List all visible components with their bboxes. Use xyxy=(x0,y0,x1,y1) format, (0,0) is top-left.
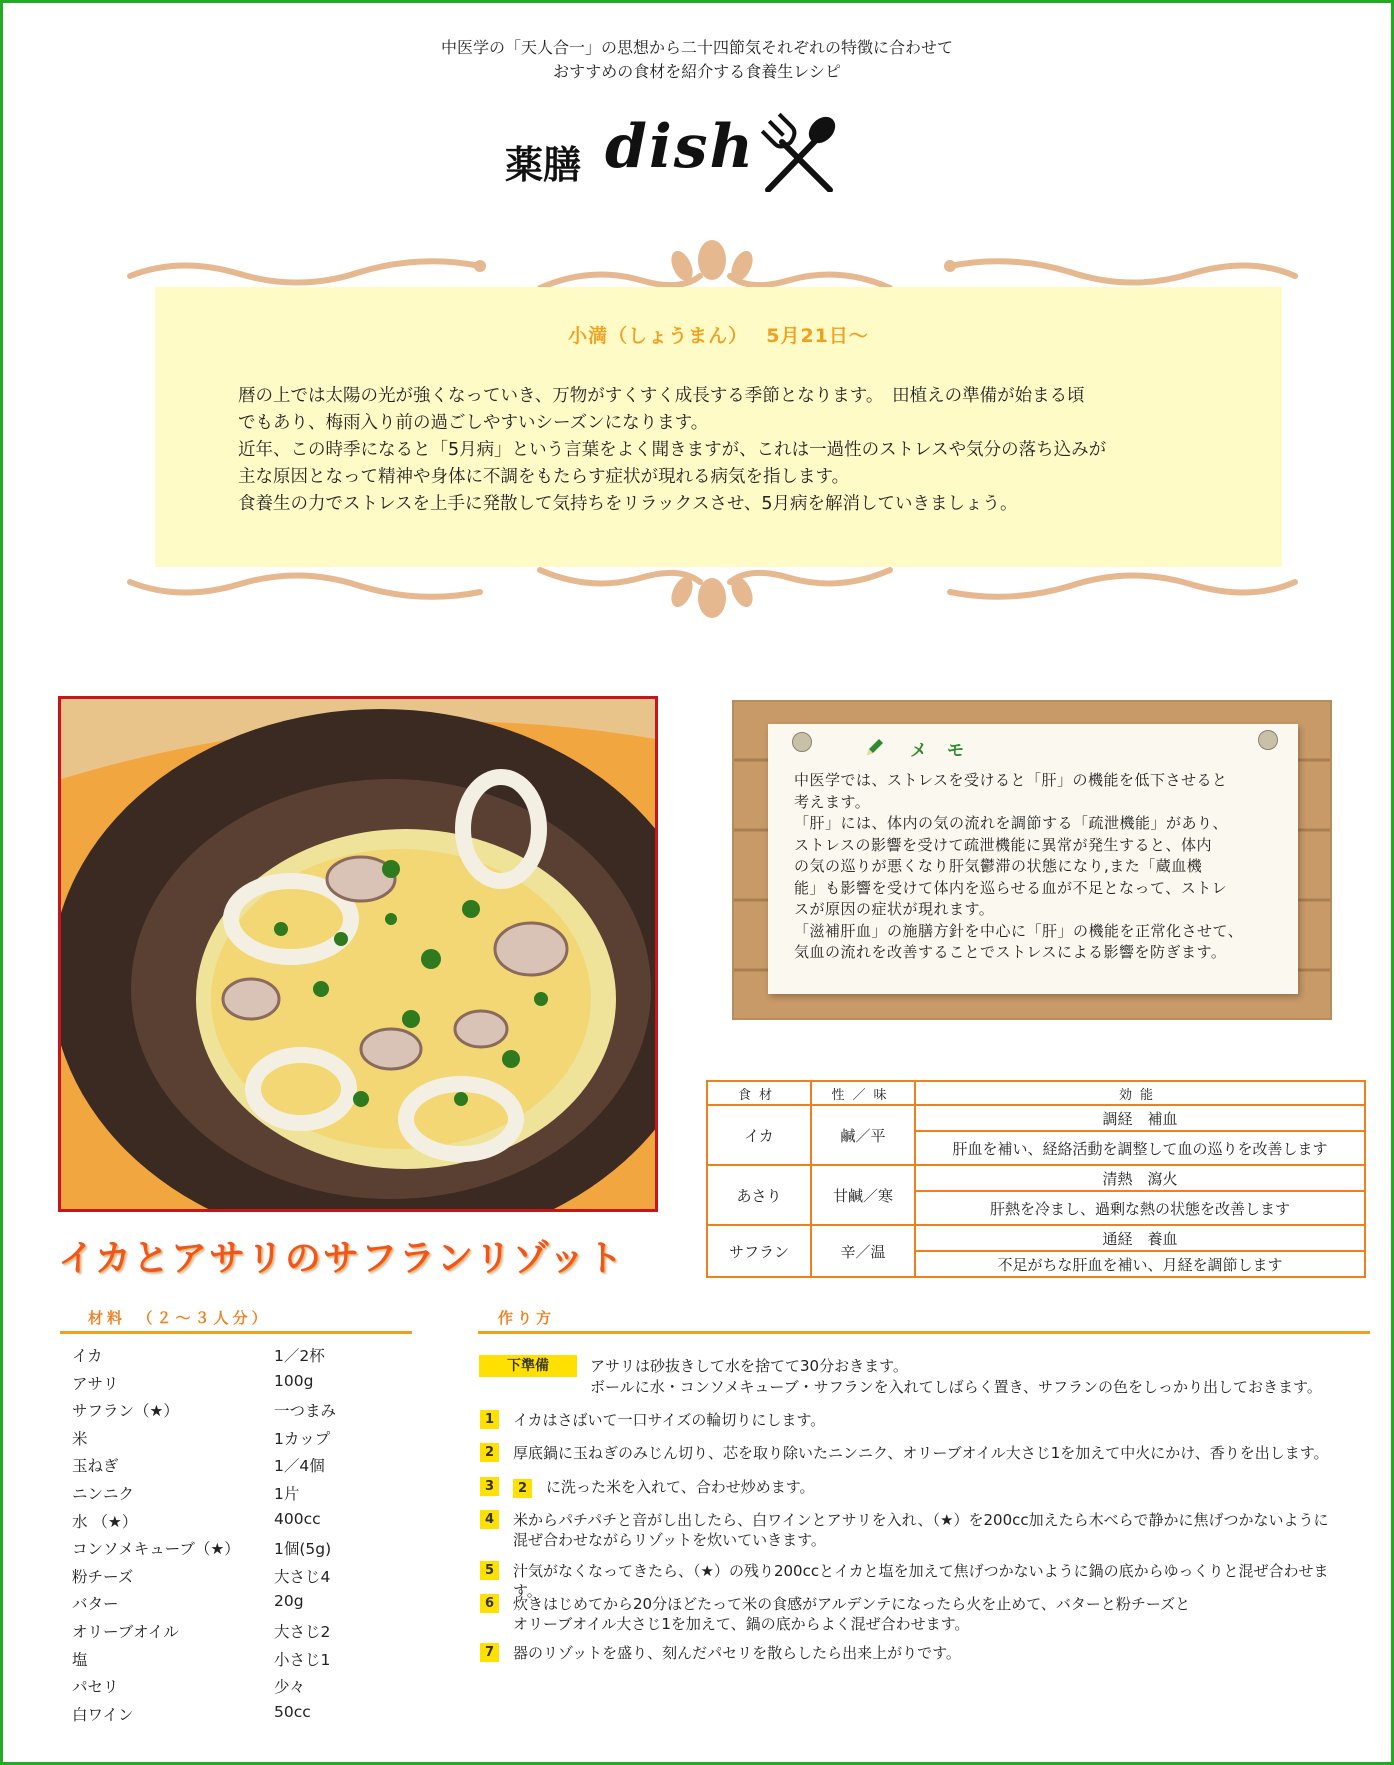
memo-text xyxy=(794,770,1274,964)
cell-detail: 不足がちな肝血を補い、月経を調節します xyxy=(915,1251,1365,1277)
list-item xyxy=(72,1675,412,1703)
season-paragraph: 近年、この時季になると「5月病」という言葉をよく聞きますが、これは一過性のストレスや気分の落ち込みが xyxy=(238,440,1107,460)
ingredient-amount: 100g xyxy=(274,1371,314,1390)
memo-note xyxy=(768,724,1298,994)
step-text: 汁気がなくなってきたら、（★）の残り200ccとイカと塩を加えて焦げつかないように鍋の底からゆっくりと混ぜ合わせます。 xyxy=(513,1562,1329,1600)
ingredient-name: 白ワイン xyxy=(72,1705,134,1724)
step-reference: 2 xyxy=(513,1479,532,1498)
memo-line: 「滋補肝血」の施膳方針を中心に「肝」の機能を正常化させて、 xyxy=(794,921,1244,940)
header-food: 食材 xyxy=(707,1081,811,1105)
logo xyxy=(505,112,865,192)
season-paragraph: 食養生の力でストレスを上手に発散して気持ちをリラックスさせ、5月病を解消していきましょう。 xyxy=(238,494,1018,514)
method-heading: 作り方 xyxy=(498,1309,556,1327)
list-item xyxy=(72,1565,412,1593)
ingredient-name: アサリ xyxy=(72,1374,119,1393)
ingredient-amount: 1片 xyxy=(274,1484,300,1503)
cell-nature: 辛／温 xyxy=(811,1225,915,1277)
step-number: 3 xyxy=(480,1477,499,1496)
list-item xyxy=(72,1620,412,1648)
prep-line: アサリは砂抜きして水を捨てて30分おきます。 xyxy=(590,1357,908,1375)
header-effect: 効能 xyxy=(915,1081,1365,1105)
ingredients-heading: 材料 （２～３人分） xyxy=(88,1309,271,1327)
memo-line: 能」も影響を受けて体内を巡らせる血が不足となって、ストレ xyxy=(794,878,1228,897)
step-text: 炊きはじめてから20分ほどたって米の食感がアルデンテになったら火を止めて、バターと粉チーズと xyxy=(513,1595,1191,1613)
fork-spoon-icon xyxy=(760,112,840,192)
method-rule xyxy=(478,1331,1370,1334)
list-item xyxy=(72,1482,412,1510)
table-row xyxy=(707,1165,1365,1191)
season-paragraph: でもあり、梅雨入り前の過ごしやすいシーズンになります。 xyxy=(238,413,709,433)
prep-label: 下準備 xyxy=(479,1355,577,1377)
list-item xyxy=(72,1592,412,1620)
ingredient-amount: 小さじ1 xyxy=(274,1650,331,1669)
dish-title: イカとアサリのサフランリゾット xyxy=(58,1238,625,1279)
season-paragraph: 暦の上では太陽の光が強くなっていき、万物がすくすく成長する季節となります。 田植えの準備が始まる頃 xyxy=(238,386,1085,406)
ingredient-name: パセリ xyxy=(72,1678,119,1697)
ingredient-name: イカ xyxy=(72,1347,103,1365)
ingredient-name: コンソメキューブ（★） xyxy=(72,1540,240,1559)
list-item xyxy=(72,1372,412,1400)
ingredient-name: オリーブオイル xyxy=(72,1622,179,1641)
pin-icon xyxy=(792,732,812,752)
cell-nature: 甘鹹／寒 xyxy=(811,1165,915,1225)
step-text: オリーブオイル大さじ1を加えて、鍋の底からよく混ぜ合わせます。 xyxy=(513,1615,970,1633)
step-text: 器のリゾットを盛り、刻んだパセリを散らしたら出来上がりです。 xyxy=(513,1644,961,1662)
ingredient-amount: 大さじ4 xyxy=(274,1567,331,1586)
bottom-ornament xyxy=(120,552,1305,622)
ingredient-name: 米 xyxy=(72,1429,88,1448)
memo-line: の気の巡りが悪くなり肝気鬱滞の状態になり,また「蔵血機 xyxy=(794,857,1203,875)
memo-line: 考えます。 xyxy=(794,792,871,811)
memo-line: ストレスの影響を受けて疏泄機能に異常が発生すると、体内 xyxy=(794,835,1213,854)
ingredient-amount: 一つまみ xyxy=(274,1402,337,1421)
step-text: 米からパチパチと音がし出したら、白ワインとアサリを入れ、（★）を200cc加えたら木べらで静かに焦げつかないように xyxy=(513,1511,1329,1529)
list-item xyxy=(72,1454,412,1482)
prep-text xyxy=(590,1356,1322,1398)
cell-effect: 通経 養血 xyxy=(915,1225,1365,1251)
step-text: 厚底鍋に玉ねぎのみじん切り、芯を取り除いたニンニク、オリーブオイル大さじ1を加えて中火にかけ、香りを出します。 xyxy=(513,1444,1329,1462)
step-number: 5 xyxy=(480,1561,499,1580)
season-text xyxy=(238,383,1238,518)
step-number: 2 xyxy=(480,1443,499,1462)
ingredient-amount: 50cc xyxy=(274,1702,311,1721)
ingredient-list xyxy=(72,1344,412,1730)
list-item xyxy=(72,1648,412,1676)
cell-detail: 肝熱を冷まし、過剰な熱の状態を改善します xyxy=(915,1191,1365,1225)
list-item xyxy=(72,1537,412,1565)
cell-effect: 調経 補血 xyxy=(915,1105,1365,1131)
effects-table xyxy=(706,1080,1366,1278)
season-title: 小満（しょうまん） 5月21日～ xyxy=(568,325,869,347)
step-text: に洗った米を入れて、合わせ炒めます。 xyxy=(546,1478,815,1496)
cell-nature: 鹹／平 xyxy=(811,1105,915,1165)
cell-food: イカ xyxy=(707,1105,811,1165)
pencil-icon xyxy=(864,736,886,758)
ingredient-name: 水 （★） xyxy=(72,1512,138,1531)
risotto-image xyxy=(61,699,655,1209)
step-number: 4 xyxy=(480,1510,499,1529)
list-item xyxy=(72,1399,412,1427)
cell-food: あさり xyxy=(707,1165,811,1225)
table-row xyxy=(707,1105,1365,1131)
list-item xyxy=(72,1427,412,1455)
intro-line-2: おすすめの食材を紹介する食養生レシピ xyxy=(553,62,841,81)
ingredient-name: 粉チーズ xyxy=(72,1567,134,1586)
step-text: イカはさばいて一口サイズの輪切りにします。 xyxy=(513,1411,826,1429)
ingredient-name: 玉ねぎ xyxy=(72,1457,119,1476)
logo-kanji: 薬膳 xyxy=(505,142,582,187)
ingredient-amount: 少々 xyxy=(274,1678,306,1697)
memo-line: 気血の流れを改善することでストレスによる影響を防ぎます。 xyxy=(794,943,1227,961)
ingredient-amount: 大さじ2 xyxy=(274,1622,331,1641)
ingredient-name: ニンニク xyxy=(72,1484,135,1503)
step-number: 7 xyxy=(480,1643,499,1662)
memo-line: 中医学では、ストレスを受けると「肝」の機能を低下させると xyxy=(794,771,1228,789)
ingredient-amount: 1／4個 xyxy=(274,1457,325,1476)
memo-title: メモ xyxy=(910,741,984,761)
ingredient-amount: 400cc xyxy=(274,1509,321,1528)
list-item xyxy=(72,1510,412,1538)
season-box xyxy=(155,287,1282,567)
season-paragraph: 主な原因となって精神や身体に不調をもたらす症状が現れる病気を指します。 xyxy=(238,467,850,487)
table-row xyxy=(707,1225,1365,1251)
step-number: 1 xyxy=(480,1410,499,1429)
ingredient-amount: 1／2杯 xyxy=(274,1347,325,1365)
ingredient-name: 塩 xyxy=(72,1650,88,1669)
ingredient-amount: 1カップ xyxy=(274,1429,331,1448)
ingredients-rule xyxy=(60,1331,412,1334)
ingredient-amount: 1個(5g) xyxy=(274,1540,332,1559)
list-item xyxy=(72,1344,412,1372)
cell-detail: 肝血を補い、経絡活動を調整して血の巡りを改善します xyxy=(915,1131,1365,1165)
dish-photo xyxy=(58,696,658,1212)
ingredient-name: バター xyxy=(72,1595,119,1614)
step-text: 混ぜ合わせながらリゾットを炊いていきます。 xyxy=(513,1531,826,1549)
logo-dish: dish xyxy=(605,112,756,182)
pin-icon xyxy=(1258,730,1278,750)
intro-line-1: 中医学の「天人合一」の思想から二十四節気それぞれの特徴に合わせて xyxy=(440,38,953,57)
table-header-row xyxy=(707,1081,1365,1105)
header-nature: 性／味 xyxy=(811,1081,915,1105)
memo-line: スが原因の症状が現れます。 xyxy=(794,900,995,918)
cell-effect: 清熱 瀉火 xyxy=(915,1165,1365,1191)
cell-food: サフラン xyxy=(707,1225,811,1277)
step-number: 6 xyxy=(480,1594,499,1613)
prep-line: ボールに水・コンソメキューブ・サフランを入れてしばらく置き、サフランの色をしっかり出しておきます。 xyxy=(590,1378,1322,1396)
memo-line: 「肝」には、体内の気の流れを調節する「疏泄機能」があり、 xyxy=(794,814,1229,832)
ingredient-amount: 20g xyxy=(274,1592,304,1611)
ingredient-name: サフラン（★） xyxy=(72,1402,179,1421)
list-item xyxy=(72,1703,412,1731)
